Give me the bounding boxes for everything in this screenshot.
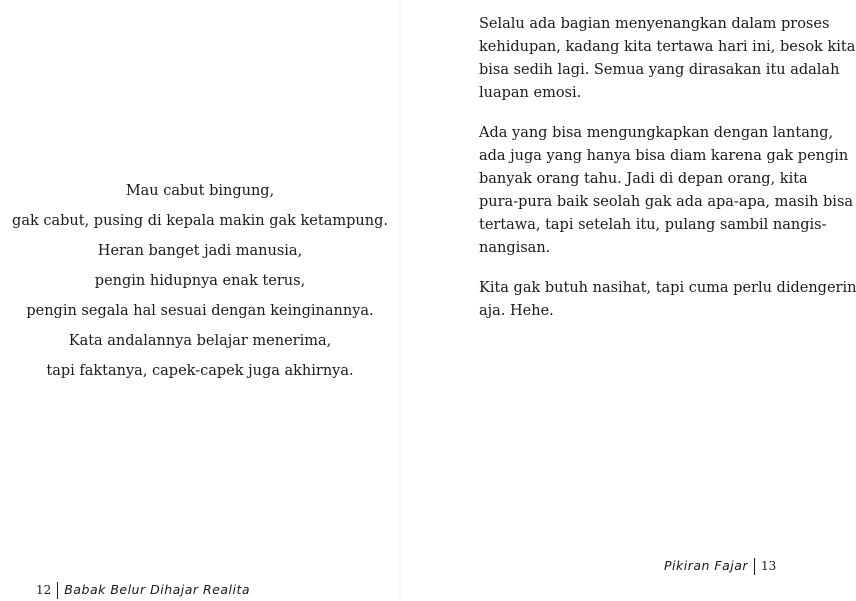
prose-line: luapan emosi. <box>479 85 582 101</box>
left-page <box>0 0 400 601</box>
prose-line: Selalu ada bagian menyenangkan dalam proses <box>479 16 830 32</box>
running-title: Pikiran Fajar <box>664 558 749 573</box>
poem-line: Kata andalannya belajar menerima, <box>68 333 332 349</box>
poem-line: Mau cabut bingung, <box>125 183 275 199</box>
paragraph <box>479 13 856 105</box>
right-page-footer <box>664 558 776 575</box>
poem-line: Heran banget jadi manusia, <box>97 243 303 259</box>
page-number: 13 <box>761 559 777 573</box>
prose-line: Ada yang bisa mengungkapkan dengan lantang, <box>479 125 834 141</box>
left-page-footer <box>36 582 250 599</box>
paragraph <box>479 277 856 323</box>
poem-line: pengin hidupnya enak terus, <box>94 273 306 289</box>
running-title: Babak Belur Dihajar Realita <box>64 582 251 597</box>
prose-line: tertawa, tapi setelah itu, pulang sambil nangis- <box>479 217 827 233</box>
prose-line: bisa sedih lagi. Semua yang dirasakan itu adalah <box>479 62 840 78</box>
folio-divider <box>57 582 58 599</box>
poem <box>0 176 400 386</box>
paragraph <box>479 122 854 260</box>
poem-line: pengin segala hal sesuai dengan keinginannya. <box>26 303 374 319</box>
prose-line: aja. Hehe. <box>479 303 554 319</box>
page-number: 12 <box>36 583 52 597</box>
prose-line: kehidupan, kadang kita tertawa hari ini, besok kita <box>479 39 856 55</box>
prose-line: pura-pura baik seolah gak ada apa-apa, masih bisa <box>479 194 854 210</box>
poem-line: tapi faktanya, capek-capek juga akhirnya. <box>46 363 354 379</box>
folio-divider <box>754 558 755 575</box>
poem-line: gak cabut, pusing di kepala makin gak ketampung. <box>12 213 388 229</box>
prose-body <box>479 13 856 340</box>
prose-line: banyak orang tahu. Jadi di depan orang, kita <box>479 171 808 187</box>
prose-line: ada juga yang hanya bisa diam karena gak pengin <box>479 148 849 164</box>
prose-line: Kita gak butuh nasihat, tapi cuma perlu didengerin <box>479 280 856 296</box>
prose-line: nangisan. <box>479 240 551 256</box>
